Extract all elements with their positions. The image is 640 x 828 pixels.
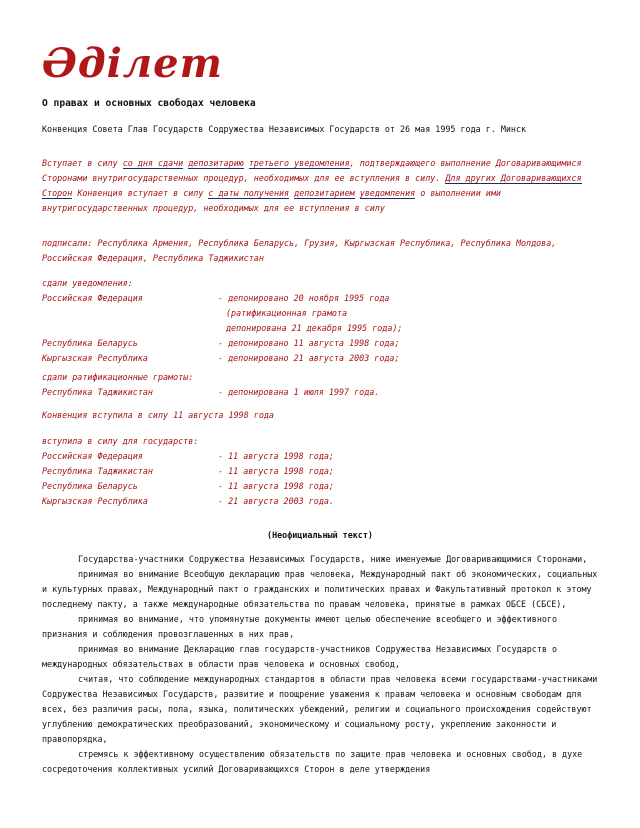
notification-row: [42, 306, 602, 321]
adilet-logo[interactable]: [42, 40, 223, 87]
body-paragraph: принимая во внимание Декларацию глав государств-участников Содружества Независимых Государств о международных обязательствах в области прав человека и основных свобод,: [42, 644, 558, 669]
link-notification[interactable]: уведомления: [359, 188, 416, 198]
notification-text: - депонировано 20 ноября 1995 года: [218, 293, 390, 303]
country: Российская Федерация: [42, 293, 143, 303]
state-row: [42, 464, 602, 479]
state-date: - 11 августа 1998 года;: [218, 466, 334, 476]
link-from-delivery[interactable]: со дня сдачи: [122, 158, 184, 168]
notification-row: [42, 291, 602, 306]
entry-text-1: Вступает в силу: [42, 158, 118, 168]
document-body: [42, 552, 602, 777]
page-title: О правах и основных свободах человека: [42, 98, 256, 109]
link-depositary-2[interactable]: депозитарием: [294, 188, 355, 198]
convention-line: Конвенция Совета Глав Государств Содружества Независимых Государств от 26 мая 1995 года г. Минск: [42, 124, 527, 134]
ratification-text: - депонирована 1 июля 1997 года.: [218, 387, 380, 397]
country: Республика Беларусь: [42, 481, 138, 491]
country: Кыргызская Республика: [42, 496, 148, 506]
entered-states-section: [42, 434, 602, 509]
notification-text: депонирована 21 декабря 1995 года);: [226, 323, 403, 333]
state-row: [42, 449, 602, 464]
country: Кыргызская Республика: [42, 353, 148, 363]
entry-text-5: о выполнении ими внутригосударственных процедур, необходимых для ее вступления в силу: [42, 188, 501, 213]
body-paragraph: Государства-участники Содружества Независимых Государств, ниже именуемые Договаривающимися Сторонами,: [78, 554, 588, 564]
link-third-notification[interactable]: третьего уведомления: [248, 158, 350, 168]
notification-text: - депонировано 21 августа 2003 года;: [218, 353, 400, 363]
state-date: - 21 августа 2003 года.: [218, 496, 334, 506]
logo-text: Әділет: [42, 40, 223, 87]
country: Российская Федерация: [42, 451, 143, 461]
country: Республика Беларусь: [42, 338, 138, 348]
notification-row: [42, 321, 602, 336]
ratification-row: [42, 385, 602, 400]
country: [42, 321, 218, 336]
link-from-receipt[interactable]: с даты получения: [208, 188, 290, 198]
notifications-section: [42, 276, 602, 366]
entry-text-4: Конвенция вступает в силу: [77, 188, 204, 198]
country: Республика Таджикистан: [42, 387, 153, 397]
unofficial-text-label: (Неофициальный текст): [267, 530, 373, 540]
entered-states-header: вступила в силу для государств:: [42, 436, 199, 446]
state-row: [42, 494, 602, 509]
state-date: - 11 августа 1998 года;: [218, 451, 334, 461]
notification-text: - депонировано 11 августа 1998 года;: [218, 338, 400, 348]
body-paragraph: принимая во внимание Всеобщую декларацию прав человека, Международный пакт об экономических, социальных и культурных правах, Международный пакт о гражданских и политических правах и Факультативный протокол к этому последнему пакту, а также международные обязательства по правам человека, принятые в рамках ОБСЕ (СБСЕ),: [42, 569, 598, 609]
entry-into-force-note: [42, 156, 602, 216]
signed-by: подписали: Республика Армения, Республика Беларусь, Грузия, Кыргызская Республика, Республика Молдова, Российская Федерация, Республика Таджикистан: [42, 238, 557, 263]
ratification-section: [42, 370, 602, 400]
link-other-parties[interactable]: Для других Договаривающихся Сторон: [42, 173, 582, 198]
link-depositary[interactable]: депозитарию: [188, 158, 244, 168]
notification-text: (ратификационная грамота: [226, 308, 348, 318]
country: [42, 306, 218, 321]
entered-into-force: Конвенция вступила в силу 11 августа 1998 года: [42, 410, 274, 420]
body-paragraph: принимая во внимание, что упомянутые документы имеют целью обеспечение всеобщего и эффективного признания и соблюдения провозглашенных в них прав,: [42, 614, 558, 639]
state-row: [42, 479, 602, 494]
notifications-header: сдали уведомления:: [42, 278, 133, 288]
entry-text-3: , подтверждающего выполнение Договаривающимися Сторонами внутригосударственных процедур, необходимых для ее вступления в силу.: [42, 158, 582, 183]
body-paragraph: считая, что соблюдение международных стандартов в области прав человека всеми государствами-участниками Содружества Независимых Государств, развитие и поощрение уважения к правам человека и основным свободам для всех, без различия расы, пола, языка, политических убеждений, религии и социального происхождения содействуют углублению демократических преобразований, экономическому и социальному росту, укреплению законности и правопорядка,: [42, 674, 598, 744]
country: Республика Таджикистан: [42, 466, 153, 476]
notification-row: [42, 336, 602, 351]
ratification-header: сдали ратификационные грамоты:: [42, 372, 194, 382]
state-date: - 11 августа 1998 года;: [218, 481, 334, 491]
body-paragraph: стремясь к эффективному осуществлению обязательств по защите прав человека и основных свобод, в духе сосредоточения коллективных усилий Договаривающихся Сторон в деле утверждения: [42, 749, 583, 774]
notification-row: [42, 351, 602, 366]
